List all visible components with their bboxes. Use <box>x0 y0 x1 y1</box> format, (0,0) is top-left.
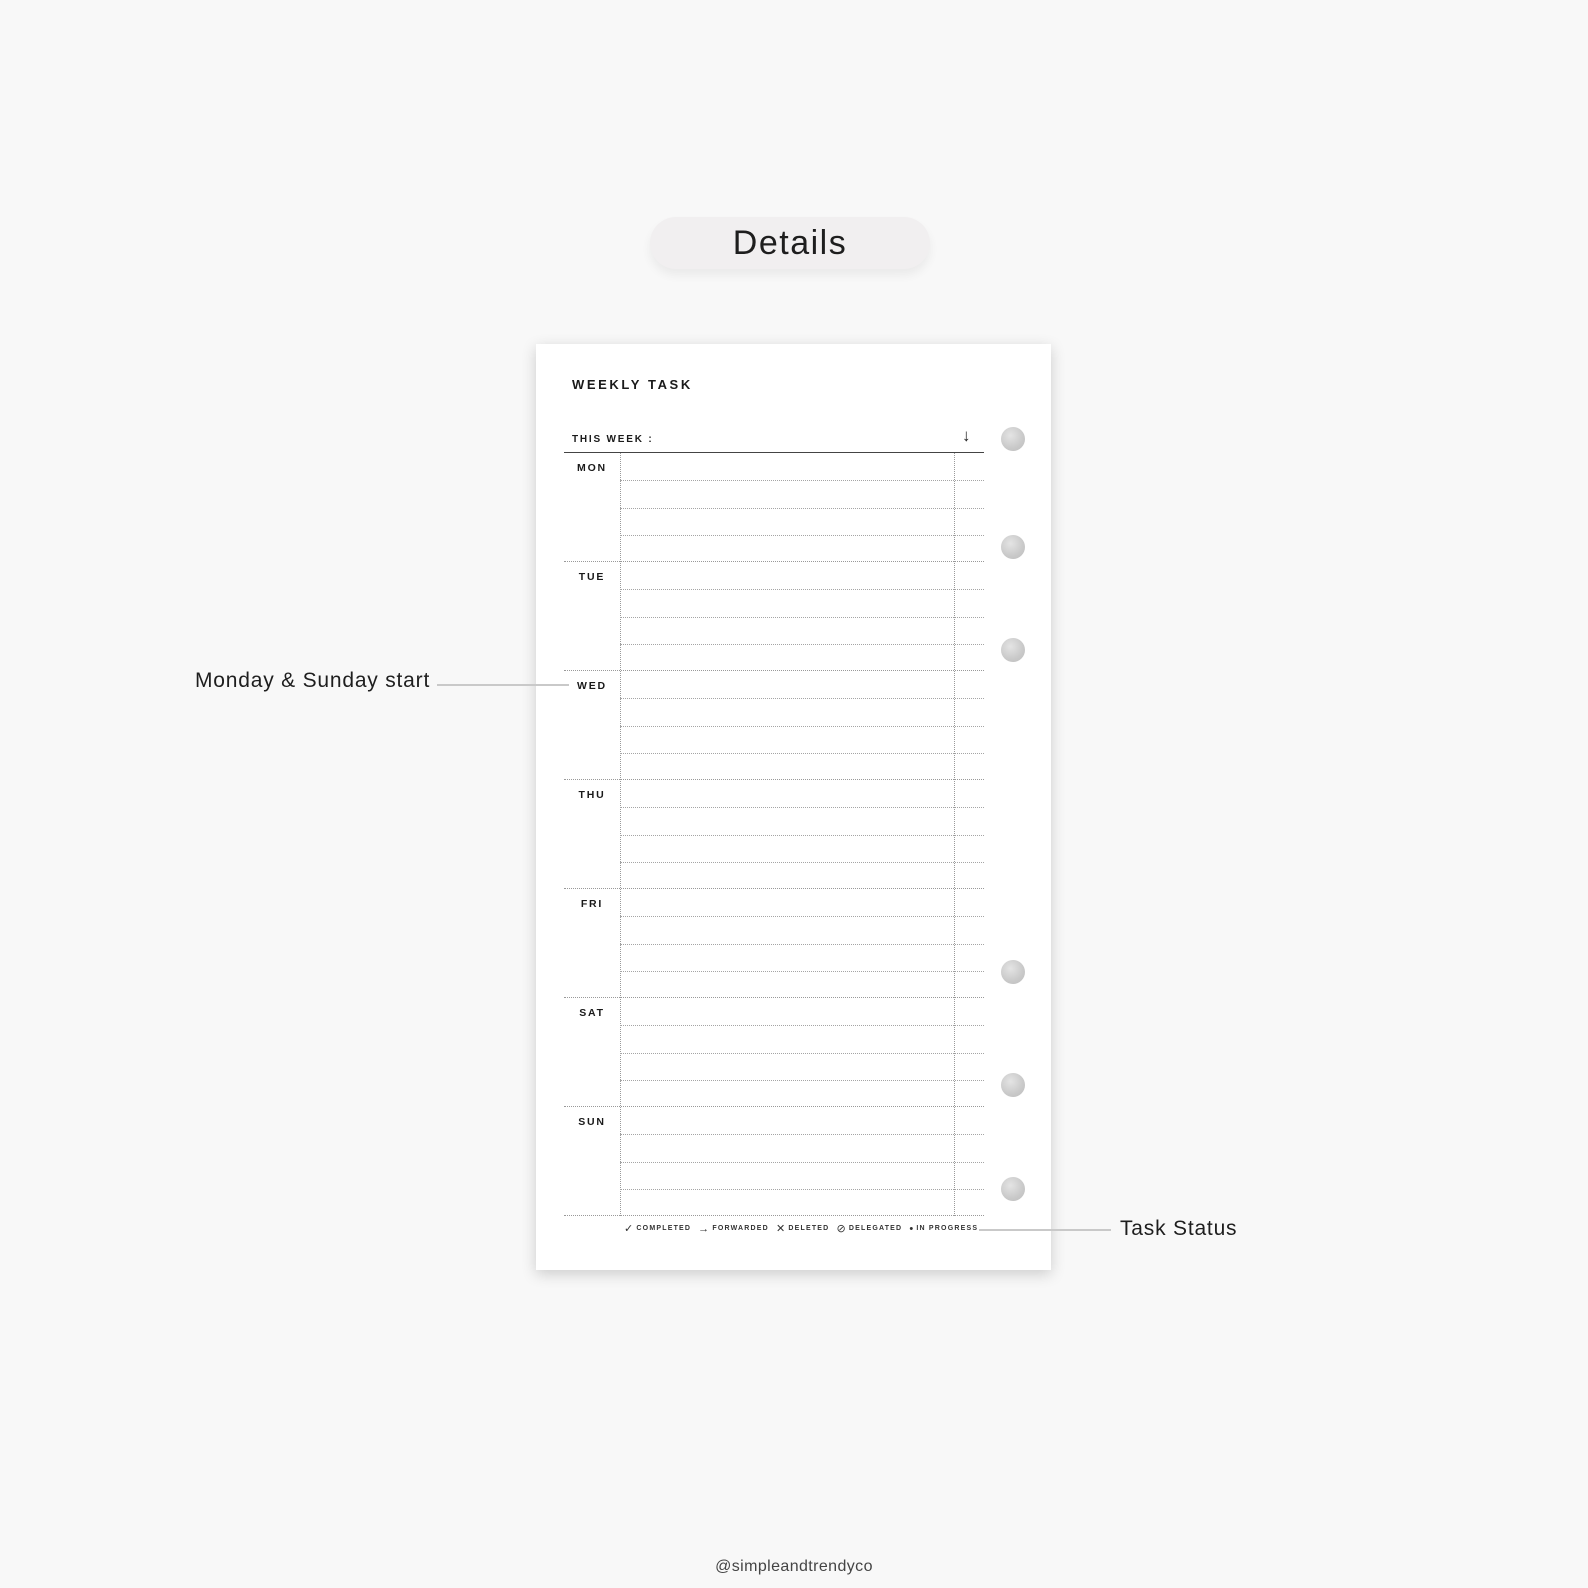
footer-handle: @simpleandtrendyco <box>715 1558 873 1575</box>
legend-label: FORWARDED <box>712 1225 769 1232</box>
legend-label: DELETED <box>788 1225 830 1232</box>
day-separator <box>564 1215 984 1216</box>
task-line <box>620 1080 984 1081</box>
status-icon: ✓ <box>624 1223 635 1235</box>
weekly-grid <box>564 453 984 1216</box>
day-block <box>564 453 984 562</box>
day-block <box>564 998 984 1107</box>
day-block <box>564 780 984 889</box>
binder-hole <box>1001 1177 1025 1201</box>
task-line <box>620 589 984 590</box>
status-icon: • <box>909 1222 915 1235</box>
task-status-callout: Task Status <box>1120 1217 1238 1240</box>
legend-item <box>698 1223 769 1235</box>
day-label: TUE <box>578 571 606 583</box>
task-status-leader-line <box>979 1229 1111 1231</box>
task-line <box>620 1162 984 1163</box>
details-title: Details <box>732 223 848 262</box>
legend-item <box>624 1222 691 1235</box>
legend-label: DELEGATED <box>848 1225 903 1232</box>
details-pill <box>650 217 930 269</box>
day-label: THU <box>578 789 606 801</box>
day-label: SUN <box>578 1116 606 1128</box>
down-arrow-icon: ↓ <box>962 426 971 445</box>
task-line <box>620 1025 984 1026</box>
legend-item <box>909 1223 978 1235</box>
task-line <box>620 753 984 754</box>
planner-title: WEEKLY TASK <box>572 377 693 392</box>
day-label: FRI <box>580 898 604 910</box>
task-line <box>620 944 984 945</box>
task-line <box>620 617 984 618</box>
task-line <box>620 971 984 972</box>
task-line <box>620 644 984 645</box>
status-icon: → <box>698 1222 711 1235</box>
binder-hole <box>1001 535 1025 559</box>
legend-label: IN PROGRESS <box>916 1225 979 1232</box>
day-label: MON <box>577 462 607 474</box>
this-week-label: THIS WEEK : <box>572 434 654 445</box>
binder-hole <box>1001 638 1025 662</box>
task-line <box>620 916 984 917</box>
task-line <box>620 726 984 727</box>
legend-item <box>776 1222 830 1235</box>
task-line <box>620 535 984 536</box>
task-line <box>620 1189 984 1190</box>
day-block <box>564 671 984 780</box>
legend-item <box>836 1222 902 1235</box>
binder-hole <box>1001 960 1025 984</box>
day-block <box>564 562 984 671</box>
day-label: SAT <box>579 1007 605 1019</box>
task-line <box>620 1134 984 1135</box>
task-line <box>620 807 984 808</box>
status-icon: ✕ <box>775 1223 787 1235</box>
task-status-legend <box>624 1222 985 1235</box>
task-line <box>620 1053 984 1054</box>
binder-hole <box>1001 1073 1025 1097</box>
task-line <box>620 862 984 863</box>
start-day-leader-line <box>437 684 569 686</box>
day-block <box>564 889 984 998</box>
day-label: WED <box>577 680 607 692</box>
task-line <box>620 480 984 481</box>
status-icon: ⊘ <box>836 1223 847 1235</box>
task-line <box>620 508 984 509</box>
day-block <box>564 1107 984 1216</box>
legend-label: COMPLETED <box>636 1225 692 1232</box>
binder-hole <box>1001 427 1025 451</box>
task-line <box>620 698 984 699</box>
task-line <box>620 835 984 836</box>
planner-page <box>536 344 1051 1270</box>
start-day-callout: Monday & Sunday start <box>195 669 431 692</box>
